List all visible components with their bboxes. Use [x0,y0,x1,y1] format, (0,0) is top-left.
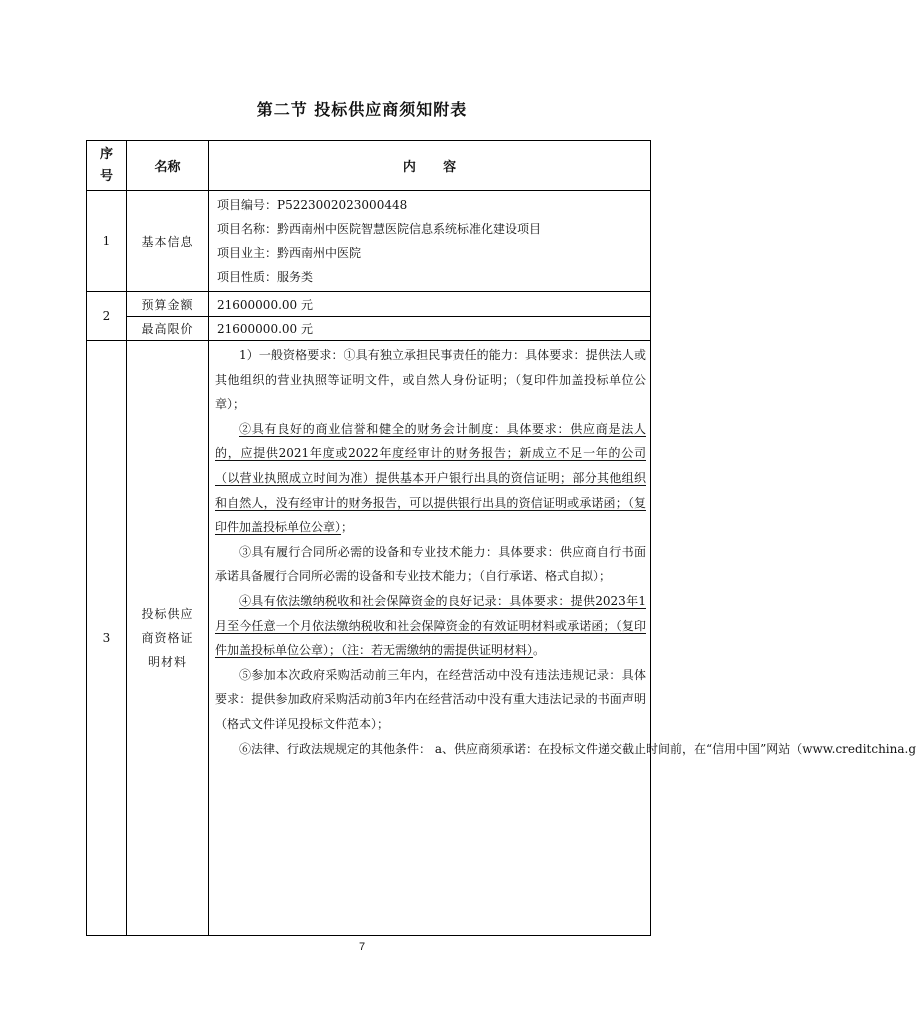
requirement-6: ⑥法律、行政法规规定的其他条件： a、供应商须承诺：在投标文件递交截止时间前，在“信用中国”网站（www.creditchina.g [239,741,916,756]
row1-content [209,191,651,292]
page-title: 第二节 投标供应商须知附表 [256,100,468,119]
project-owner: 项目业主：黔西南州中医院 [217,246,362,260]
max-price-value: 21600000.00 元 [209,317,651,341]
project-name: 项目名称：黔西南州中医院智慧医院信息系统标准化建设项目 [217,222,542,236]
budget-label: 预算金额 [127,292,209,317]
requirement-1: 1）一般资格要求：①具有独立承担民事责任的能力：具体要求：提供法人或其他组织的营业执照等证明文件，或自然人身份证明；（复印件加盖投标单位公章）； [215,348,646,412]
row3-content [209,341,916,936]
header-name: 名称 [127,141,209,191]
info-table [86,140,916,936]
requirement-4 [215,589,646,663]
table-row-qualification [87,341,651,936]
page-number: 7 [358,941,366,953]
table-row-basic-info [87,191,651,292]
header-content: 内 容 [209,141,651,191]
requirement-5: ⑤参加本次政府采购活动前三年内，在经营活动中没有违法违规记录：具体要求：提供参加政府采购活动前3年内在经营活动中没有重大违法记录的书面声明（格式文件详见投标文件范本）； [215,667,646,731]
header-no: 序号 [87,141,127,191]
project-code: 项目编号：P5223002023000448 [217,198,408,212]
table-row-budget [87,292,651,317]
project-type: 项目性质：服务类 [217,270,314,284]
budget-value: 21600000.00 元 [209,292,651,317]
requirement-2 [215,417,646,540]
requirement-2-text: ②具有良好的商业信誉和健全的财务会计制度：具体要求：供应商是法人的，应提供2021年度或2022年度经审计的财务报告；新成立不足一年的公司（以营业执照成立时间为准）提供基本开户银行出具的资信证明；部分其他组织和自然人，没有经审计的财务报告，可以提供银行出具的资信证明或承诺函；（复印件加盖投标单位公章） [215,421,646,535]
row1-name: 基本信息 [127,191,209,292]
requirement-3: ③具有履行合同所必需的设备和专业技术能力：具体要求：供应商自行书面承诺具备履行合同所必需的设备和专业技术能力；（自行承诺、格式自拟）； [215,544,646,584]
table-header-row [87,141,651,191]
requirement-4-text: ④具有依法缴纳税收和社会保障资金的良好记录：具体要求：提供2023年1月至今任意一个月依法缴纳税收和社会保障资金的有效证明材料或承诺函；（复印件加盖投标单位公章）；（注：若无需缴纳的需提供证明材料） [215,593,646,658]
max-price-label: 最高限价 [127,317,209,341]
row3-no: 3 [87,341,127,936]
row2-no: 2 [87,292,127,341]
requirement-2-tail: ； [341,520,354,535]
requirement-4-tail: 。 [533,643,546,658]
row1-no: 1 [87,191,127,292]
table-row-max-price [87,317,651,341]
row3-name-cell [127,341,209,936]
row3-name: 投标供应商资格证明材料 [141,607,194,669]
